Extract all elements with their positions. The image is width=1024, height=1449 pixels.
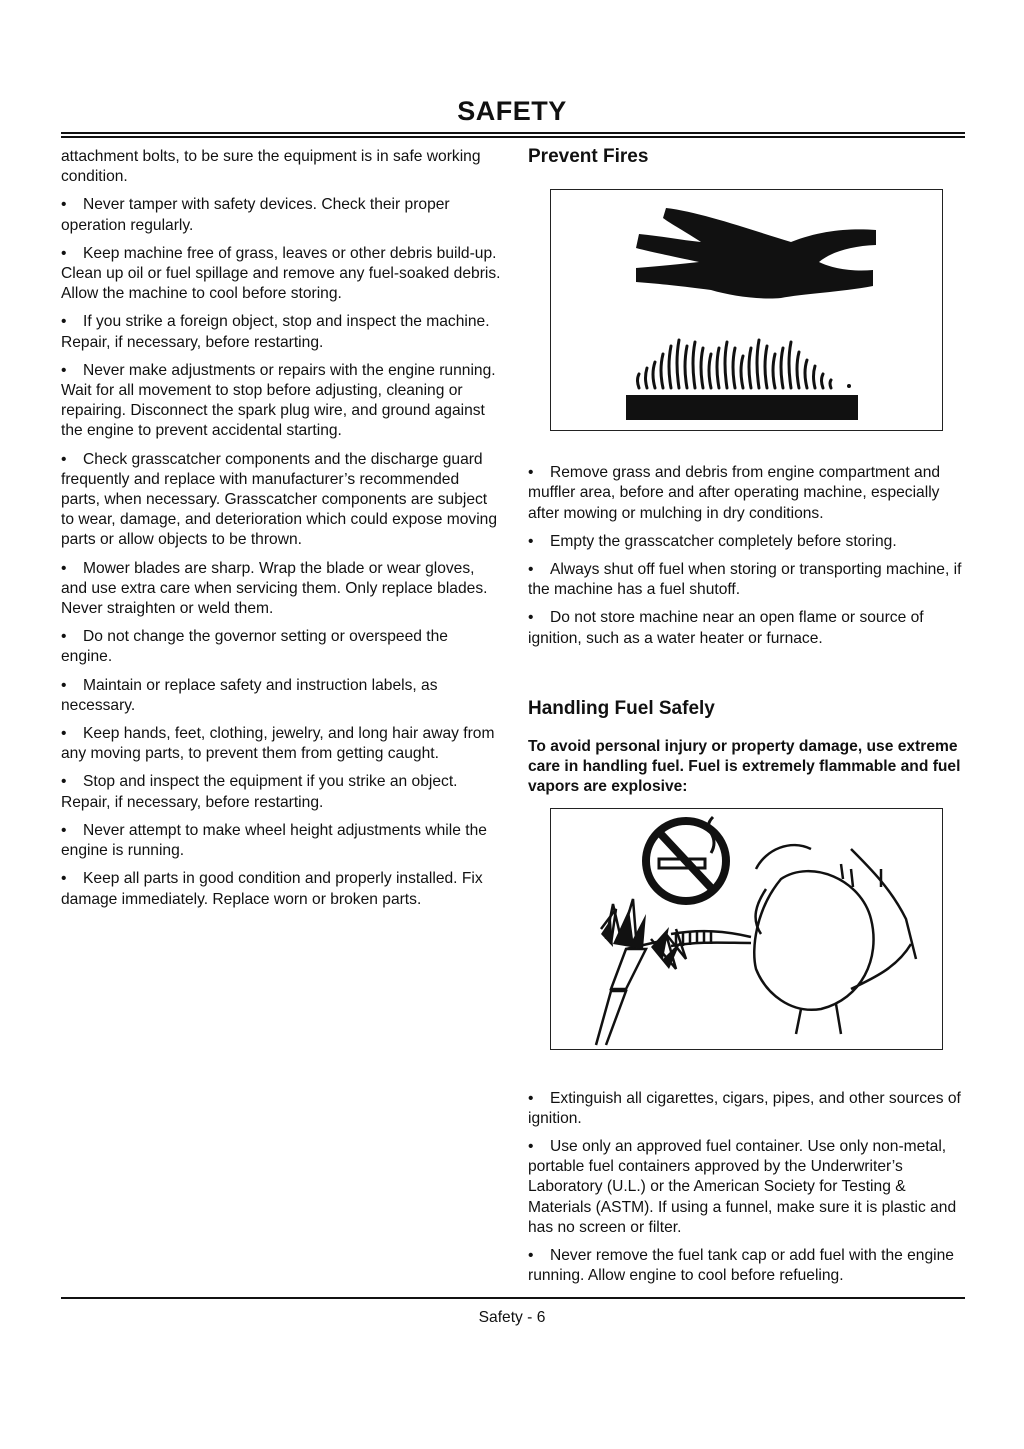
hand-over-flame-illustration bbox=[550, 189, 943, 431]
hand-flame-icon bbox=[551, 190, 941, 429]
list-item: • Always shut off fuel when storing or transporting machine, if the machine has a fuel shutoff. bbox=[528, 560, 968, 600]
no-smoking-icon bbox=[646, 817, 726, 901]
list-item: • Never attempt to make wheel height adjustments while the engine is running. bbox=[61, 821, 501, 861]
warning-text: To avoid personal injury or property damage, use extreme care in handling fuel. Fuel is extremely flammable and fuel vapors are explosive: bbox=[528, 738, 961, 796]
footer-rule bbox=[61, 1297, 965, 1299]
refueling-illustration bbox=[550, 808, 943, 1050]
list-item: • Check grasscatcher components and the discharge guard frequently and replace with manufacturer’s recommended parts, when necessary. Grasscatcher components are subject to wear, damage, and deterioration which could expose moving parts or allow objects to be thrown. bbox=[61, 450, 501, 551]
section-heading-handling-fuel: Handling Fuel Safely bbox=[528, 697, 715, 719]
list-item: • Empty the grasscatcher completely before storing. bbox=[528, 532, 968, 552]
header-rule-double bbox=[61, 136, 965, 138]
list-item: • Keep machine free of grass, leaves or other debris build-up. Clean up oil or fuel spillage and remove any fuel-soaked debris. Allow the machine to cool before storing. bbox=[61, 244, 501, 305]
section-heading-prevent-fires: Prevent Fires bbox=[528, 146, 649, 167]
list-item: • Keep all parts in good condition and properly installed. Fix damage immediately. Replace worn or broken parts. bbox=[61, 869, 501, 909]
list-item: • Do not store machine near an open flame or source of ignition, such as a water heater or furnace. bbox=[528, 608, 968, 648]
list-item: • Extinguish all cigarettes, cigars, pipes, and other sources of ignition. bbox=[528, 1089, 968, 1129]
list-item: • Never remove the fuel tank cap or add fuel with the engine running. Allow engine to cool before refueling. bbox=[528, 1246, 968, 1286]
list-item: • Keep hands, feet, clothing, jewelry, and long hair away from any moving parts, to prevent them from getting caught. bbox=[61, 724, 501, 764]
refueling-icon bbox=[551, 809, 941, 1048]
list-item: • Never make adjustments or repairs with the engine running. Wait for all movement to stop before adjusting, cleaning or repairing. Disconnect the spark plug wire, and ground against the engine to prevent accidental starting. bbox=[61, 361, 501, 442]
list-item: • Maintain or replace safety and instruction labels, as necessary. bbox=[61, 676, 501, 716]
section-spacer bbox=[528, 657, 968, 699]
continued-paragraph: attachment bolts, to be sure the equipment is in safe working condition. bbox=[61, 148, 481, 186]
page-title: SAFETY bbox=[457, 96, 567, 126]
list-item: • If you strike a foreign object, stop and inspect the machine. Repair, if necessary, before restarting. bbox=[61, 312, 501, 352]
section-spacer bbox=[528, 719, 968, 737]
list-item: • Remove grass and debris from engine compartment and muffler area, before and after operating machine, especially after mowing or mulching in dry conditions. bbox=[528, 463, 968, 524]
list-item: • Do not change the governor setting or overspeed the engine. bbox=[61, 627, 501, 667]
list-item: • Never tamper with safety devices. Check their proper operation regularly. bbox=[61, 195, 501, 235]
header-rule bbox=[61, 132, 965, 134]
list-item: • Use only an approved fuel container. Use only non-metal, portable fuel containers approved by the Underwriter’s Laboratory (U.L.) or the American Society for Testing & Materials (ASTM). If using a funnel, make sure it is plastic and has no screen or filter. bbox=[528, 1137, 968, 1238]
list-item: • Stop and inspect the equipment if you strike an object. Repair, if necessary, before restarting. bbox=[61, 772, 501, 812]
list-item: • Mower blades are sharp. Wrap the blade or wear gloves, and use extra care when servicing them. Only replace blades. Never straighten or weld them. bbox=[61, 559, 501, 620]
left-column bbox=[61, 147, 501, 918]
page-number: Safety - 6 bbox=[478, 1309, 546, 1326]
